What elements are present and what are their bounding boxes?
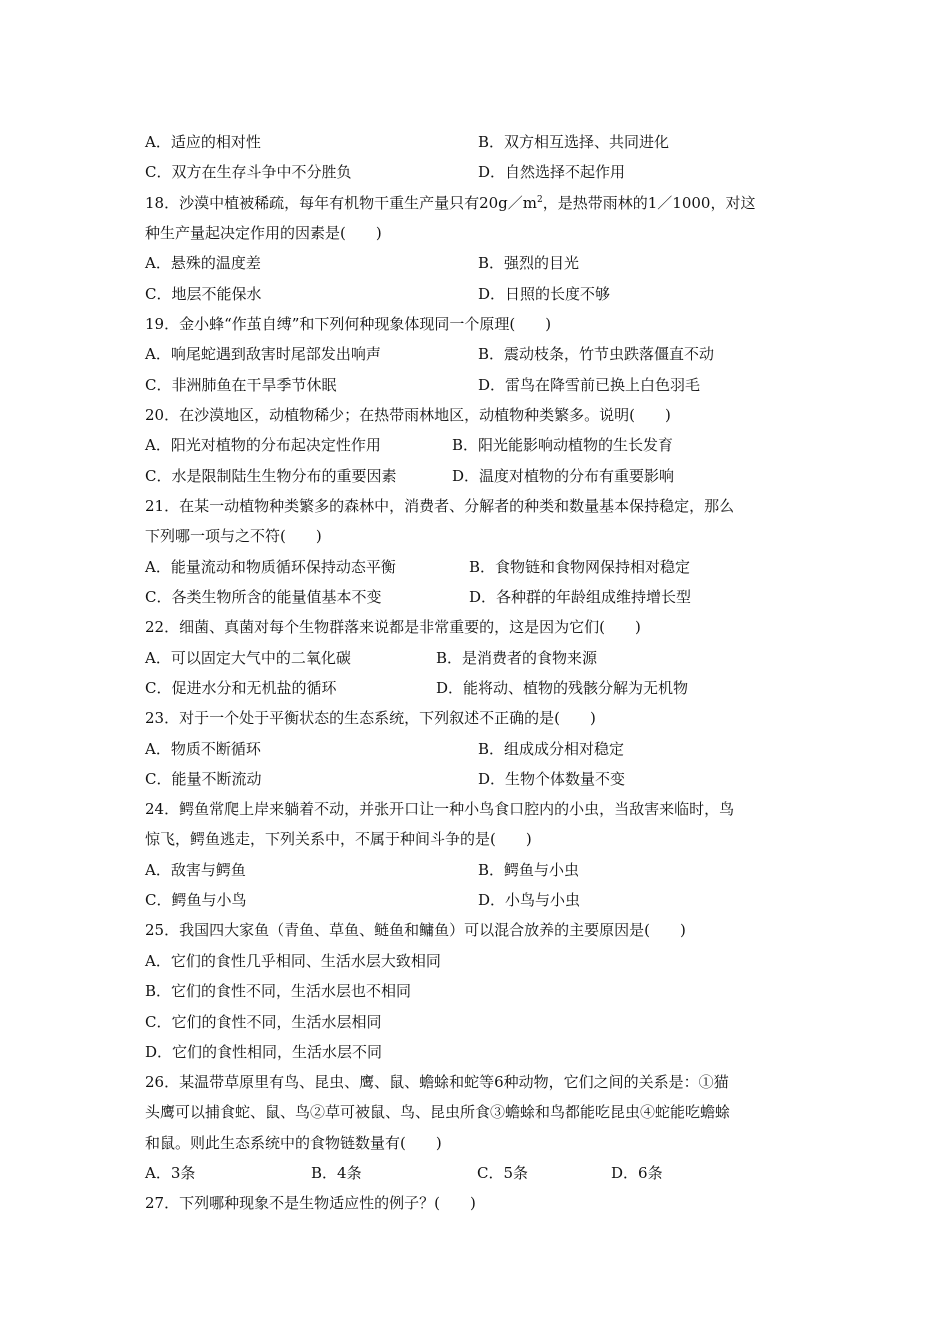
q21-option-b: B．食物链和食物网保持相对稳定 bbox=[469, 558, 691, 576]
q23-stem: 23．对于一个处于平衡状态的生态系统，下列叙述不正确的是( ) bbox=[145, 709, 596, 727]
q20-stem: 20．在沙漠地区，动植物稀少；在热带雨林地区，动植物种类繁多。说明( ) bbox=[145, 406, 671, 424]
q21-stem-line1: 21．在某一动植物种类繁多的森林中，消费者、分解者的种类和数量基本保持稳定，那么 bbox=[145, 497, 735, 515]
q26-option-b: B．4条 bbox=[311, 1164, 362, 1182]
q19-option-a: A．响尾蛇遇到敌害时尾部发出响声 bbox=[145, 345, 381, 363]
q19-option-c: C．非洲肺鱼在干旱季节休眠 bbox=[145, 376, 337, 394]
q18-option-c: C．地层不能保水 bbox=[145, 285, 262, 303]
q25-option-d: D．它们的食性相同，生活水层不同 bbox=[145, 1043, 383, 1061]
q24-stem-line2: 惊飞，鳄鱼逃走，下列关系中，不属于种间斗争的是( ) bbox=[145, 830, 532, 848]
q17-option-b: B．双方相互选择、共同进化 bbox=[478, 133, 670, 151]
q26-stem-line2: 头鹰可以捕食蛇、鼠、鸟②草可被鼠、鸟、昆虫所食③蟾蜍和鸟都能吃昆虫④蛇能吃蟾蜍 bbox=[145, 1103, 731, 1121]
q25-stem: 25．我国四大家鱼（青鱼、草鱼、鲢鱼和鳙鱼）可以混合放养的主要原因是( ) bbox=[145, 921, 686, 939]
q26-option-c: C．5条 bbox=[477, 1164, 529, 1182]
q23-option-c: C．能量不断流动 bbox=[145, 770, 262, 788]
q26-option-a: A．3条 bbox=[145, 1164, 196, 1182]
q17-option-c: C．双方在生存斗争中不分胜负 bbox=[145, 163, 352, 181]
q17-option-a: A．适应的相对性 bbox=[145, 133, 261, 151]
q24-option-b: B．鳄鱼与小虫 bbox=[478, 861, 580, 879]
q18-stem bbox=[145, 193, 755, 213]
q20-option-a: A．阳光对植物的分布起决定性作用 bbox=[145, 436, 381, 454]
q18-stem-part2: ，是热带雨林的1／1000，对这 bbox=[542, 194, 756, 212]
q21-option-a: A．能量流动和物质循环保持动态平衡 bbox=[145, 558, 396, 576]
q26-stem-line3: 和鼠。则此生态系统中的食物链数量有( ) bbox=[145, 1134, 442, 1152]
q24-option-a: A．敌害与鳄鱼 bbox=[145, 861, 246, 879]
q22-option-d: D．能将动、植物的残骸分解为无机物 bbox=[436, 679, 689, 697]
q18-stem-part1: 18．沙漠中植被稀疏，每年有机物干重生产量只有20g／m bbox=[145, 194, 538, 212]
q24-stem-line1: 24．鳄鱼常爬上岸来躺着不动，并张开口让一种小鸟食口腔内的小虫，当敌害来临时，鸟 bbox=[145, 800, 735, 818]
q23-option-b: B．组成成分相对稳定 bbox=[478, 740, 625, 758]
q18-stem-superscript: 2 bbox=[537, 195, 543, 205]
q27-stem: 27．下列哪种现象不是生物适应性的例子？( ) bbox=[145, 1194, 476, 1212]
q21-option-c: C．各类生物所含的能量值基本不变 bbox=[145, 588, 382, 606]
q17-option-d: D．自然选择不起作用 bbox=[478, 163, 626, 181]
q26-stem-line1: 26．某温带草原里有鸟、昆虫、鹰、鼠、蟾蜍和蛇等6种动物，它们之间的关系是：①猫 bbox=[145, 1073, 729, 1091]
q19-option-d: D．雷鸟在降雪前已换上白色羽毛 bbox=[478, 376, 701, 394]
q22-option-c: C．促进水分和无机盐的循环 bbox=[145, 679, 337, 697]
q25-option-c: C．它们的食性不同，生活水层相同 bbox=[145, 1013, 382, 1031]
q21-option-d: D．各种群的年龄组成维持增长型 bbox=[469, 588, 692, 606]
q25-option-a: A．它们的食性几乎相同、生活水层大致相同 bbox=[145, 952, 441, 970]
q26-option-d: D．6条 bbox=[611, 1164, 663, 1182]
q20-option-c: C．水是限制陆生生物分布的重要因素 bbox=[145, 467, 397, 485]
q22-option-a: A．可以固定大气中的二氧化碳 bbox=[145, 649, 351, 667]
q22-option-b: B．是消费者的食物来源 bbox=[436, 649, 598, 667]
q20-option-d: D．温度对植物的分布有重要影响 bbox=[452, 467, 675, 485]
q18-option-d: D．日照的长度不够 bbox=[478, 285, 611, 303]
q25-option-b: B．它们的食性不同，生活水层也不相同 bbox=[145, 982, 412, 1000]
q18-option-a: A．悬殊的温度差 bbox=[145, 254, 261, 272]
q22-stem: 22．细菌、真菌对每个生物群落来说都是非常重要的，这是因为它们( ) bbox=[145, 618, 641, 636]
q18-option-b: B．强烈的目光 bbox=[478, 254, 580, 272]
q24-option-c: C．鳄鱼与小鸟 bbox=[145, 891, 247, 909]
q18-stem-line2: 种生产量起决定作用的因素是( ) bbox=[145, 224, 382, 242]
q19-option-b: B．震动枝条，竹节虫跌落僵直不动 bbox=[478, 345, 715, 363]
q20-option-b: B．阳光能影响动植物的生长发育 bbox=[452, 436, 674, 454]
q23-option-a: A．物质不断循环 bbox=[145, 740, 261, 758]
q24-option-d: D．小鸟与小虫 bbox=[478, 891, 581, 909]
q23-option-d: D．生物个体数量不变 bbox=[478, 770, 626, 788]
q21-stem-line2: 下列哪一项与之不符( ) bbox=[145, 527, 322, 545]
q19-stem: 19．金小蜂“作茧自缚”和下列何种现象体现同一个原理( ) bbox=[145, 315, 552, 333]
